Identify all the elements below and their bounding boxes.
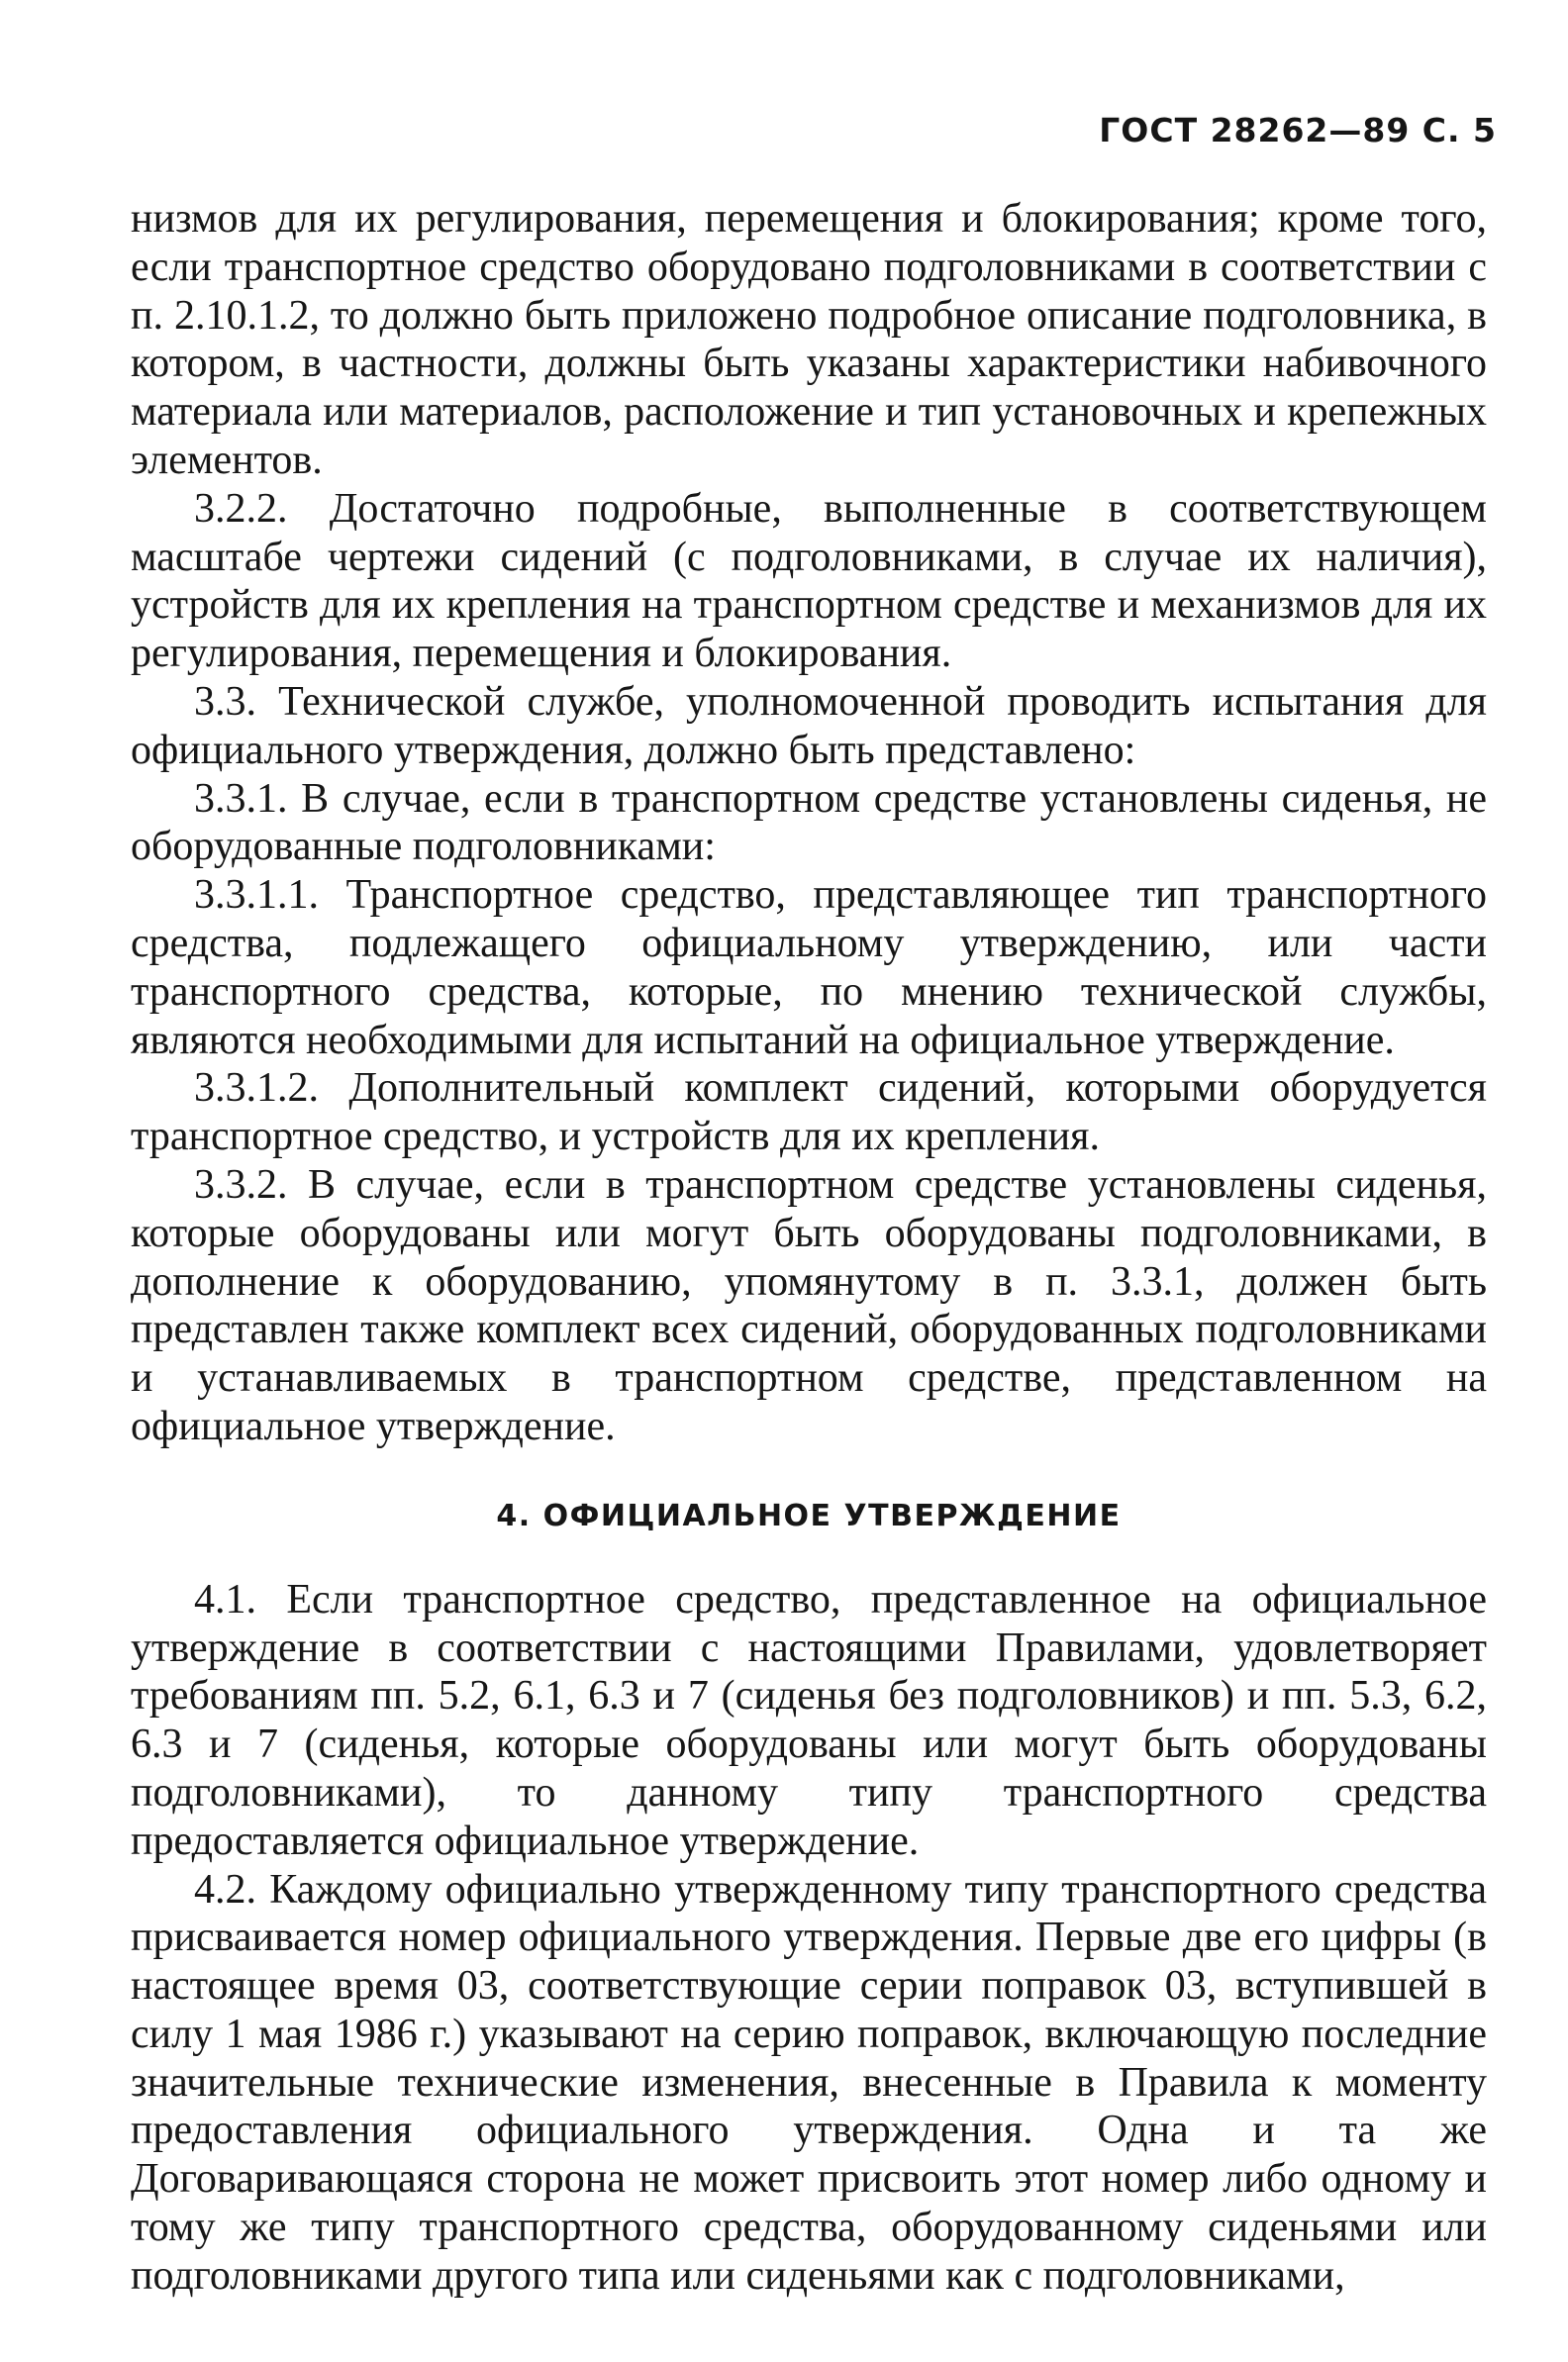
document-body: [131, 195, 1487, 2301]
paragraph-3-3: 3.3. Технической службе, уполномоченной проводить испытания для официального утверждения, должно быть представлено:: [131, 678, 1487, 773]
paragraph-3-3-1: 3.3.1. В случае, если в транспортном средстве установлены сиденья, не оборудованные подголовниками:: [131, 775, 1487, 870]
section-heading: 4. ОФИЦИАЛЬНОЕ УТВЕРЖДЕНИЕ: [496, 1498, 1122, 1533]
paragraph-continuation: низмов для их регулирования, перемещения и блокирования; кроме того, если транспортное средство оборудовано подголовниками в соответствии с п. 2.10.1.2, то должно быть приложено подробное описание подголовника, в котором, в частности, должны быть указаны характеристики набивочного материала или материалов, расположение и тип установочных и крепежных элементов.: [131, 196, 1487, 483]
paragraph-3-3-1-2: 3.3.1.2. Дополнительный комплект сидений, которыми оборудуется транспортное средство, и устройств для их крепления.: [131, 1065, 1487, 1160]
paragraph-3-3-2: 3.3.2. В случае, если в транспортном средстве установлены сиденья, которые оборудованы или могут быть оборудованы подголовниками, в дополнение к оборудованию, упомянутому в п. 3.3.1, должен быть представлен также комплект всех сидений, оборудованных подголовниками и устанавливаемых в транспортном средстве, представленном на официальное утверждение.: [131, 1161, 1487, 1449]
paragraph-3-2-2: 3.2.2. Достаточно подробные, выполненные в соответствующем масштабе чертежи сидений (с подголовниками, в случае их наличия), устройств для их крепления на транспортном средстве и механизмов для их регулирования, перемещения и блокирования.: [131, 485, 1487, 677]
standard-page-header: ГОСТ 28262—89 С. 5: [1099, 111, 1497, 149]
paragraph-4-2: 4.2. Каждому официально утвержденному типу транспортного средства присваивается номер официального утверждения. Первые две его цифры (в настоящее время 03, соответствующие серии поправок 03, вступившей в силу 1 мая 1986 г.) указывают на серию поправок, включающую последние значительные технические изменения, внесенные в Правила к моменту предоставления официального утверждения. Одна и та же Договаривающаяся сторона не может присвоить этот номер либо одному и тому же типу транспортного средства, оборудованному сиденьями или подголовниками другого типа или сиденьями как с подголовниками,: [131, 1866, 1487, 2299]
paragraph-4-1: 4.1. Если транспортное средство, представленное на официальное утверждение в соответствии с настоящими Правилами, удовлетворяет требованиям пп. 5.2, 6.1, 6.3 и 7 (сиденья без подголовников) и пп. 5.3, 6.2, 6.3 и 7 (сиденья, которые оборудованы или могут быть оборудованы подголовниками), то данному типу транспортного средства предоставляется официальное утверждение.: [131, 1576, 1487, 1864]
paragraph-3-3-1-1: 3.3.1.1. Транспортное средство, представляющее тип транспортного средства, подлежащего официальному утверждению, или части транспортного средства, которые, по мнению технической службы, являются необходимыми для испытаний на официальное утверждение.: [131, 872, 1487, 1063]
